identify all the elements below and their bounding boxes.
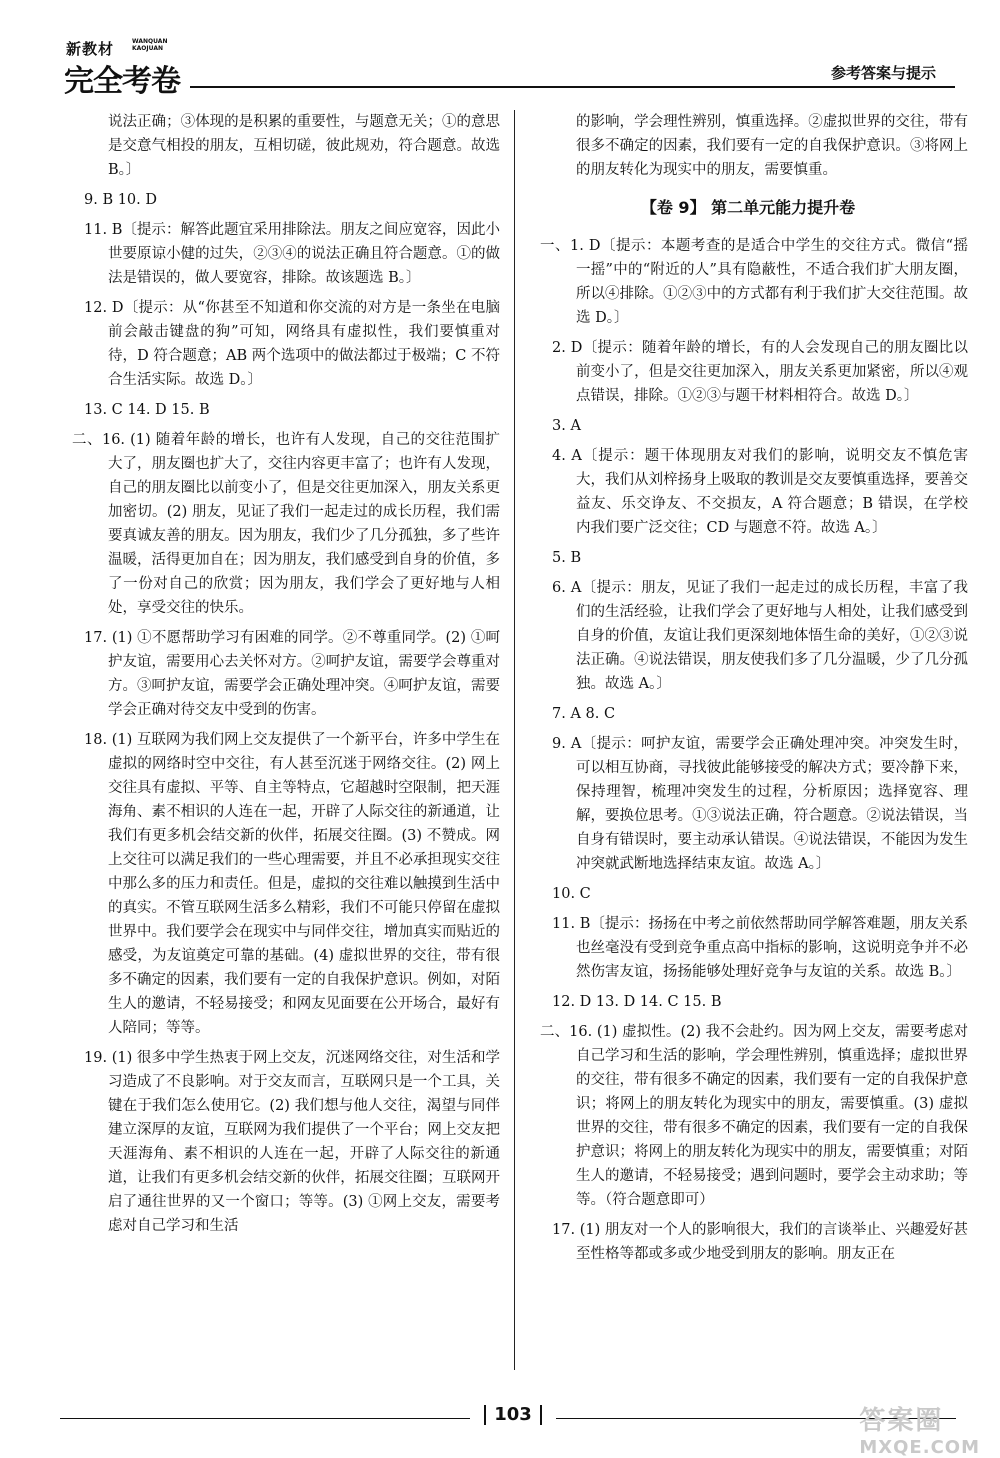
answer-r-q9: 9. A〔提示：呵护友谊，需要学会正确处理冲突。冲突发生时，可以相互协商，寻找彼此能够接受的解决方式；要冷静下来，保持理智，梳理冲突发生的过程，分析原因；选择宽容、理解，要换位思考。①③说法正确，符合题意。②说法错误，当自身有错误时，要主动承认错误。④说法错误，不能因为发生冲突就武断地选择结束友谊。故选 A。〕 [552, 736, 968, 872]
page-number [470, 1404, 556, 1425]
page-number-text: 103 [494, 1404, 532, 1425]
header-section-title: 参考答案与提示 [830, 64, 936, 82]
answer-r-q11: 11. B〔提示：扬扬在中考之前依然帮助同学解答难题，朋友关系也丝毫没有受到竞争重点高中指标的影响，这说明竞争并不必然伤害友谊，扬扬能够处理好竞争与友谊的关系。故选 B。〕 [552, 916, 968, 980]
page-header [0, 0, 1000, 100]
watermark-url: MXQE.COM [859, 1437, 980, 1458]
answer-r-q16: 二、16. (1) 虚拟性。(2) 我不会赴约。因为网上交友，需要考虑对自己学习和生活的影响，学会理性辨别，慎重选择；虚拟世界的交往，带有很多不确定的因素，我们要有一定的自我保护意识；将网上的朋友转化为现实中的朋友，需要慎重。(3) 虚拟世界的交往，带有很多不确定的因素，我们要有一定的自我保护意识；将网上的朋友转化为现实中的朋友，需要慎重；对陌生人的邀请，不轻易接受；遇到问题时，要学会主动求助；等等。（符合题意即可） [540, 1024, 968, 1208]
page-number-bar-left [484, 1405, 486, 1425]
brand-logo-title: 完全考卷 [64, 64, 180, 99]
answer-continuation: 说法正确；③体现的是积累的重要性，与题意无关；①的意思是交意气相投的朋友，互相切磋，彼此规劝，符合题意。故选 B。〕 [108, 114, 500, 178]
answer-r-q17: 17. (1) 朋友对一个人的影响很大，我们的言谈举止、兴趣爱好甚至性格等都或多或少地受到朋友的影响。朋友正在 [552, 1222, 968, 1262]
answer-r-q3: 3. A [552, 418, 581, 434]
watermark [859, 1400, 980, 1458]
left-column [60, 110, 500, 1244]
brand-series-label: 新教材 [66, 40, 115, 58]
answer-q18: 18. (1) 互联网为我们网上交友提供了一个新平台，许多中学生在虚拟的网络时空中交往，有人甚至沉迷于网络交往。(2) 网上交往具有虚拟、平等、自主等特点，它超越时空限制，把天涯海角、素不相识的人连在一起，开辟了人际交往的新通道，让我们有更多机会结交新的伙伴，拓展交往圈。(3) 不赞成。网上交往可以满足我们的一些心理需要，并且不必承担现实交往中那么多的压力和责任。但是，虚拟的交往难以触摸到生活中的真实。不管互联网生活多么精彩，我们不可能只停留在虚拟世界中。我们要学会在现实中与同伴交往，增加真实而贴近的感受，为友谊奠定可靠的基础。(4) 虚拟世界的交往，带有很多不确定的因素，我们要有一定的自我保护意识。例如，对陌生人的邀请，不轻易接受；和网友见面要在公开场合，最好有人陪同；等等。 [84, 732, 500, 1036]
answer-r-q6: 6. A〔提示：朋友，见证了我们一起走过的成长历程，丰富了我们的生活经验，让我们学会了更好地与人相处，让我们感受到自身的价值，友谊让我们更深刻地体悟生命的美好，①②③说法正确。④说法错误，朋友使我们多了几分温暖，少了几分孤独。故选 A。〕 [552, 580, 968, 692]
answer-q19: 19. (1) 很多中学生热衷于网上交友，沉迷网络交往，对生活和学习造成了不良影响。对于交友而言，互联网只是一个工具，关键在于我们怎么使用它。(2) 我们想与他人交往，渴望与同伴建立深厚的友谊，互联网为我们提供了一个平台；网上交友把天涯海角、素不相识的人连在一起，开辟了人际交往的新通道，让我们有更多机会结交新的伙伴，拓展交往圈；互联网开启了通往世界的又一个窗口；等等。(3) ①网上交友，需要考虑对自己学习和生活 [84, 1050, 500, 1234]
column-divider [514, 110, 515, 1370]
answer-r-q1: 一、1. D〔提示：本题考查的是适合中学生的交往方式。微信“摇一摇”中的“附近的人”具有隐蔽性，不适合我们扩大朋友圈，所以④排除。①②③中的方式都有利于我们扩大交往范围。故选 D。〕 [540, 238, 968, 326]
right-column [528, 110, 968, 1272]
answer-q13: 13. C 14. D 15. B [84, 402, 210, 418]
page-number-bar-right [540, 1405, 542, 1425]
answer-q16: 二、16. (1) 随着年龄的增长，也许有人发现，自己的交往范围扩大了，朋友圈也扩大了，交往内容更丰富了；也许有人发现，自己的朋友圈比以前变小了，但是交往更加深入，朋友关系更加密切。(2) 朋友，见证了我们一起走过的成长历程，我们需要真诚友善的朋友。因为朋友，我们少了几分孤独，多了些许温暖，活得更加自在；因为朋友，我们感受到自身的价值，多了一份对自己的欣赏；因为朋友，我们学会了更好地与人相处，享受交往的快乐。 [72, 432, 500, 616]
answer-r-q4: 4. A〔提示：题干体现朋友对我们的影响，说明交友不慎危害大，我们从刘梓扬身上吸取的教训是交友要慎重选择，要善交益友、乐交诤友、不交损友，A 符合题意；B 错误，在学校内我们要广泛交往；CD 与题意不符。故选 A。〕 [552, 448, 968, 536]
header-rule [190, 86, 955, 88]
answer-r-q10: 10. C [552, 886, 591, 902]
answer-q11: 11. B〔提示：解答此题宜采用排除法。朋友之间应宽容，因此小世要原谅小健的过失，②③④的说法正确且符合题意。①的做法是错误的，做人要宽容，排除。故该题选 B。〕 [84, 222, 500, 286]
answer-r-q2: 2. D〔提示：随着年龄的增长，有的人会发现自己的朋友圈比以前变小了，但是交往更加深入，朋友关系更加紧密，所以④观点错误，排除。①②③与题干材料相符合。故选 D。〕 [552, 340, 968, 404]
answer-q12: 12. D〔提示：从“你甚至不知道和你交流的对方是一条坐在电脑前会敲击键盘的狗”可知，网络具有虚拟性，我们要慎重对待，D 符合题意；AB 两个选项中的做法都过于极端；C 不符合生活实际。故选 D。〕 [84, 300, 500, 388]
brand-pinyin-label: WANQUAN KAOJUAN [132, 38, 168, 52]
footer-rule-left [60, 1418, 470, 1419]
watermark-logo-text: 答案圈 [859, 1406, 944, 1436]
answer-q9: 9. B 10. D [84, 192, 158, 208]
section-title: 【卷 9】 第二单元能力提升卷 [640, 198, 856, 217]
answer-r-q5: 5. B [552, 550, 582, 566]
answer-q17: 17. (1) ①不愿帮助学习有困难的同学。②不尊重同学。(2) ①呵护友谊，需要用心去关怀对方。②呵护友谊，需要学会尊重对方。③呵护友谊，需要学会正确处理冲突。④呵护友谊，需要学会正确对待交友中受到的伤害。 [84, 630, 500, 718]
answer-r-q7: 7. A 8. C [552, 706, 616, 722]
answer-continuation-right: 的影响，学会理性辨别，慎重选择。②虚拟世界的交往，带有很多不确定的因素，我们要有一定的自我保护意识。③将网上的朋友转化为现实中的朋友，需要慎重。 [576, 114, 968, 178]
answer-r-q12: 12. D 13. D 14. C 15. B [552, 994, 722, 1010]
